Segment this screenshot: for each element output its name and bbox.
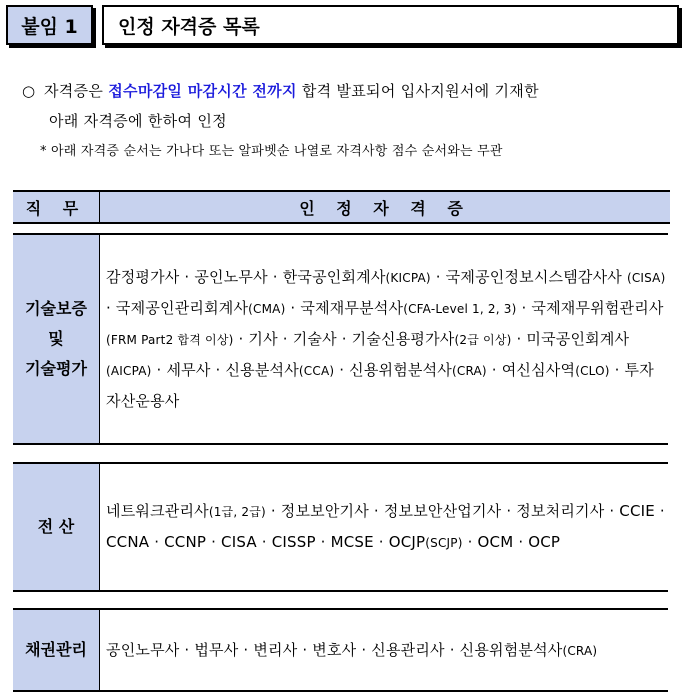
- cert-abbr: (FRM Part2 합격 이상): [106, 333, 234, 347]
- note-line2: 아래 자격증에 한하여 인정: [49, 112, 227, 130]
- cert-text: 감정평가사 · 공인노무사 · 한국공인회계사: [106, 268, 386, 286]
- cert-abbr: (CFA-Level 1, 2, 3): [403, 302, 517, 316]
- cert-abbr: (CMA): [248, 302, 286, 316]
- cert-text: · 국제재무분석사: [285, 299, 404, 317]
- cert-abbr: (CRA): [452, 364, 487, 378]
- footnote: * 아래 자격증 순서는 가나다 또는 알파벳순 나열로 자격사항 점수 순서와는 무관: [40, 144, 503, 159]
- note-paragraph: [22, 76, 682, 136]
- cert-text: · 기사 · 기술사 · 기술신용평가사: [233, 330, 455, 348]
- col-header-cert: 인 정 자 격 증: [100, 191, 671, 223]
- cert-abbr: (KICPA): [385, 271, 431, 285]
- cert-text: · 국제재무위험관리사: [516, 299, 664, 317]
- cert-text: · 미국공인회계사: [511, 330, 630, 348]
- cert-abbr: (CCA): [298, 364, 335, 378]
- table-row: [13, 233, 668, 445]
- cert-text: · 신용위험분석사: [334, 361, 453, 379]
- cert-text: · 세무사 · 신용분석사: [151, 361, 299, 379]
- cert-text: 공인노무사 · 법무사 · 변리사 · 변호사 · 신용관리사 · 신용위험분석사: [106, 640, 563, 659]
- job-cell: [13, 234, 100, 444]
- col-header-job: 직 무: [13, 191, 100, 223]
- job-cell: 채권관리: [13, 609, 100, 691]
- cert-text: · 국제공인관리회계사: [106, 299, 249, 317]
- attachment-tag: 붙임 1: [6, 5, 93, 45]
- job-line: 및: [48, 329, 64, 348]
- cert-abbr: (AICPA): [106, 364, 152, 378]
- table-header: [13, 190, 670, 224]
- cert-cell: [100, 463, 669, 591]
- cert-cell: [100, 234, 669, 444]
- table-row: [13, 608, 668, 692]
- cert-cell: [100, 609, 669, 691]
- cert-abbr: (SCJP): [425, 536, 463, 550]
- cert-text: · 여신심사역: [486, 361, 576, 379]
- cert-abbr: (CRA): [562, 643, 598, 658]
- title-row: [6, 5, 680, 49]
- job-line: 기술보증: [25, 299, 87, 318]
- note-prefix: 자격증은: [44, 82, 109, 100]
- page-title: 인정 자격증 목록: [102, 5, 679, 45]
- cert-abbr: (CISA): [626, 271, 666, 285]
- cert-text: · OCM · OCP: [462, 533, 561, 551]
- bullet-circle: ○: [22, 82, 36, 100]
- cert-text: · 정보보안기사 · 정보보안산업기사 · 정보처리기사 · CCIE · CCNA · CCNP · CISA · CISSP · MCSE · OCJP: [106, 502, 665, 551]
- table-row: [13, 462, 668, 592]
- cert-abbr: (1급, 2급): [208, 505, 266, 519]
- cert-text: 네트워크관리사: [106, 502, 209, 520]
- cert-abbr: (2급 이상): [454, 333, 512, 347]
- job-line: 기술평가: [25, 359, 87, 378]
- cert-text: · 투자자산운용사: [106, 361, 654, 410]
- cert-text: · 국제공인정보시스템감사사: [430, 268, 622, 286]
- note-suffix: 합격 발표되어 입사지원서에 기재한: [296, 82, 539, 100]
- note-highlight: 접수마감일 마감시간 전까지: [108, 82, 297, 100]
- cert-abbr: (CLO): [575, 364, 610, 378]
- job-cell: 전 산: [13, 463, 100, 591]
